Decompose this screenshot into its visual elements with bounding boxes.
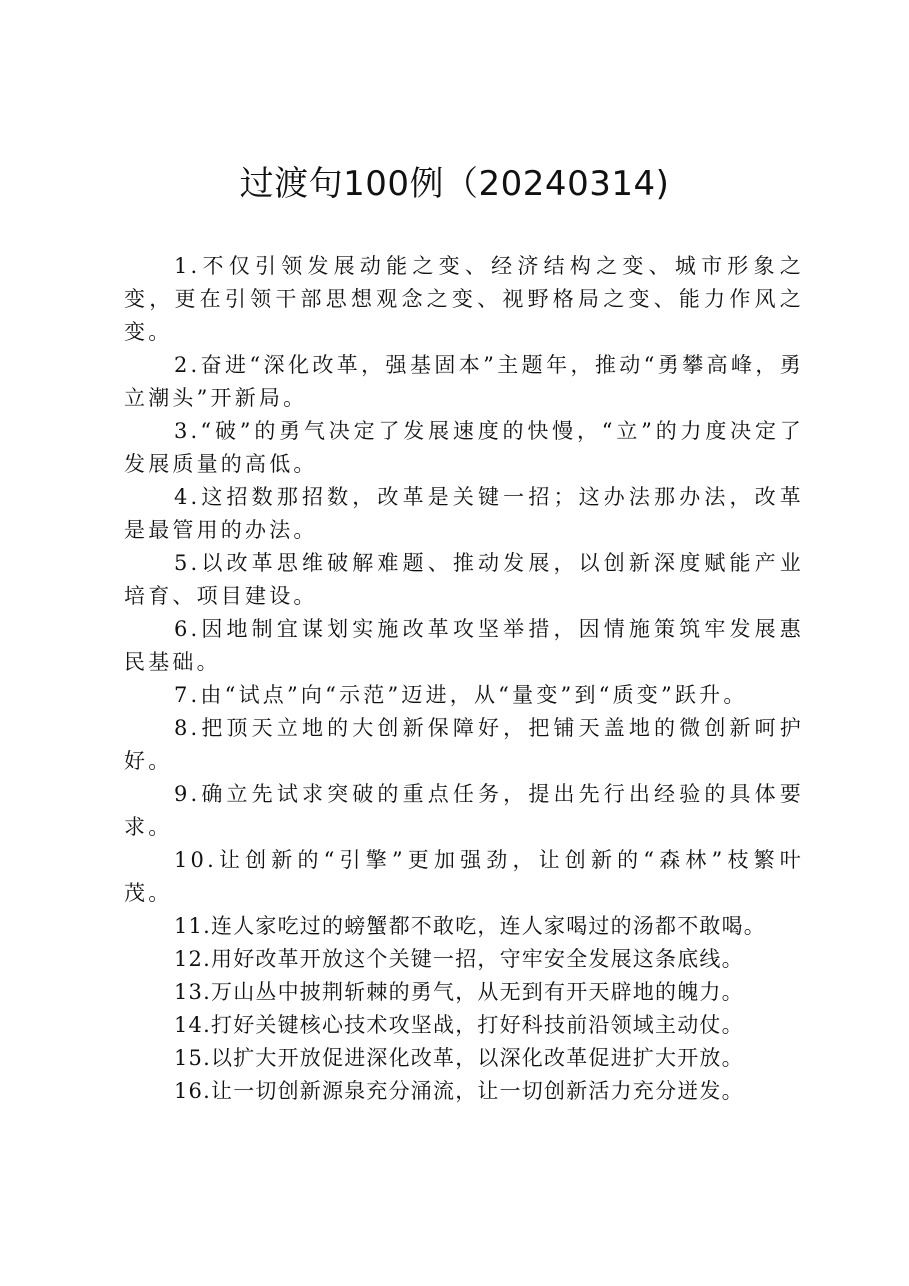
paragraph-item-3: 3.“破”的勇气决定了发展速度的快慢，“立”的力度决定了发展质量的高低。 (124, 419, 804, 476)
paragraph-item-11: 11.连人家吃过的螃蟹都不敢吃，连人家喝过的汤都不敢喝。 (174, 914, 766, 938)
paragraph-item-14: 14.打好关键核心技术攻坚战，打好科技前沿领域主动仗。 (174, 1013, 744, 1037)
paragraph-item-5: 5.以改革思维破解难题、推动发展，以创新深度赋能产业培育、项目建设。 (124, 551, 804, 608)
paragraph-item-9: 9.确立先试求突破的重点任务，提出先行出经验的具体要求。 (124, 782, 804, 839)
paragraph-item-10: 10.让创新的“引擎”更加强劲，让创新的“森林”枝繁叶茂。 (124, 848, 804, 905)
paragraph-item-12: 12.用好改革开放这个关键一招，守牢安全发展这条底线。 (174, 947, 744, 971)
paragraph-item-4: 4.这招数那招数，改革是关键一招；这办法那办法，改革是最管用的办法。 (124, 485, 804, 542)
document-title: 过渡句100例（20240314) (239, 164, 670, 204)
paragraph-item-13: 13.万山丛中披荆斩棘的勇气，从无到有开天辟地的魄力。 (174, 980, 744, 1004)
paragraph-item-2: 2.奋进“深化改革，强基固本”主题年，推动“勇攀高峰，勇立潮头”开新局。 (124, 353, 804, 410)
paragraph-item-8: 8.把顶天立地的大创新保障好，把铺天盖地的微创新呵护好。 (124, 716, 804, 773)
paragraph-item-16: 16.让一切创新源泉充分涌流，让一切创新活力充分迸发。 (174, 1079, 744, 1103)
paragraph-item-6: 6.因地制宜谋划实施改革攻坚举措，因情施策筑牢发展惠民基础。 (124, 617, 804, 674)
document-body (124, 250, 804, 1108)
paragraph-item-15: 15.以扩大开放促进深化改革，以深化改革促进扩大开放。 (174, 1046, 744, 1070)
paragraph-item-7: 7.由“试点”向“示范”迈进，从“量变”到“质变”跃升。 (174, 683, 748, 707)
paragraph-item-1: 1.不仅引领发展动能之变、经济结构之变、城市形象之变，更在引领干部思想观念之变、视野格局之变、能力作风之变。 (124, 254, 804, 344)
